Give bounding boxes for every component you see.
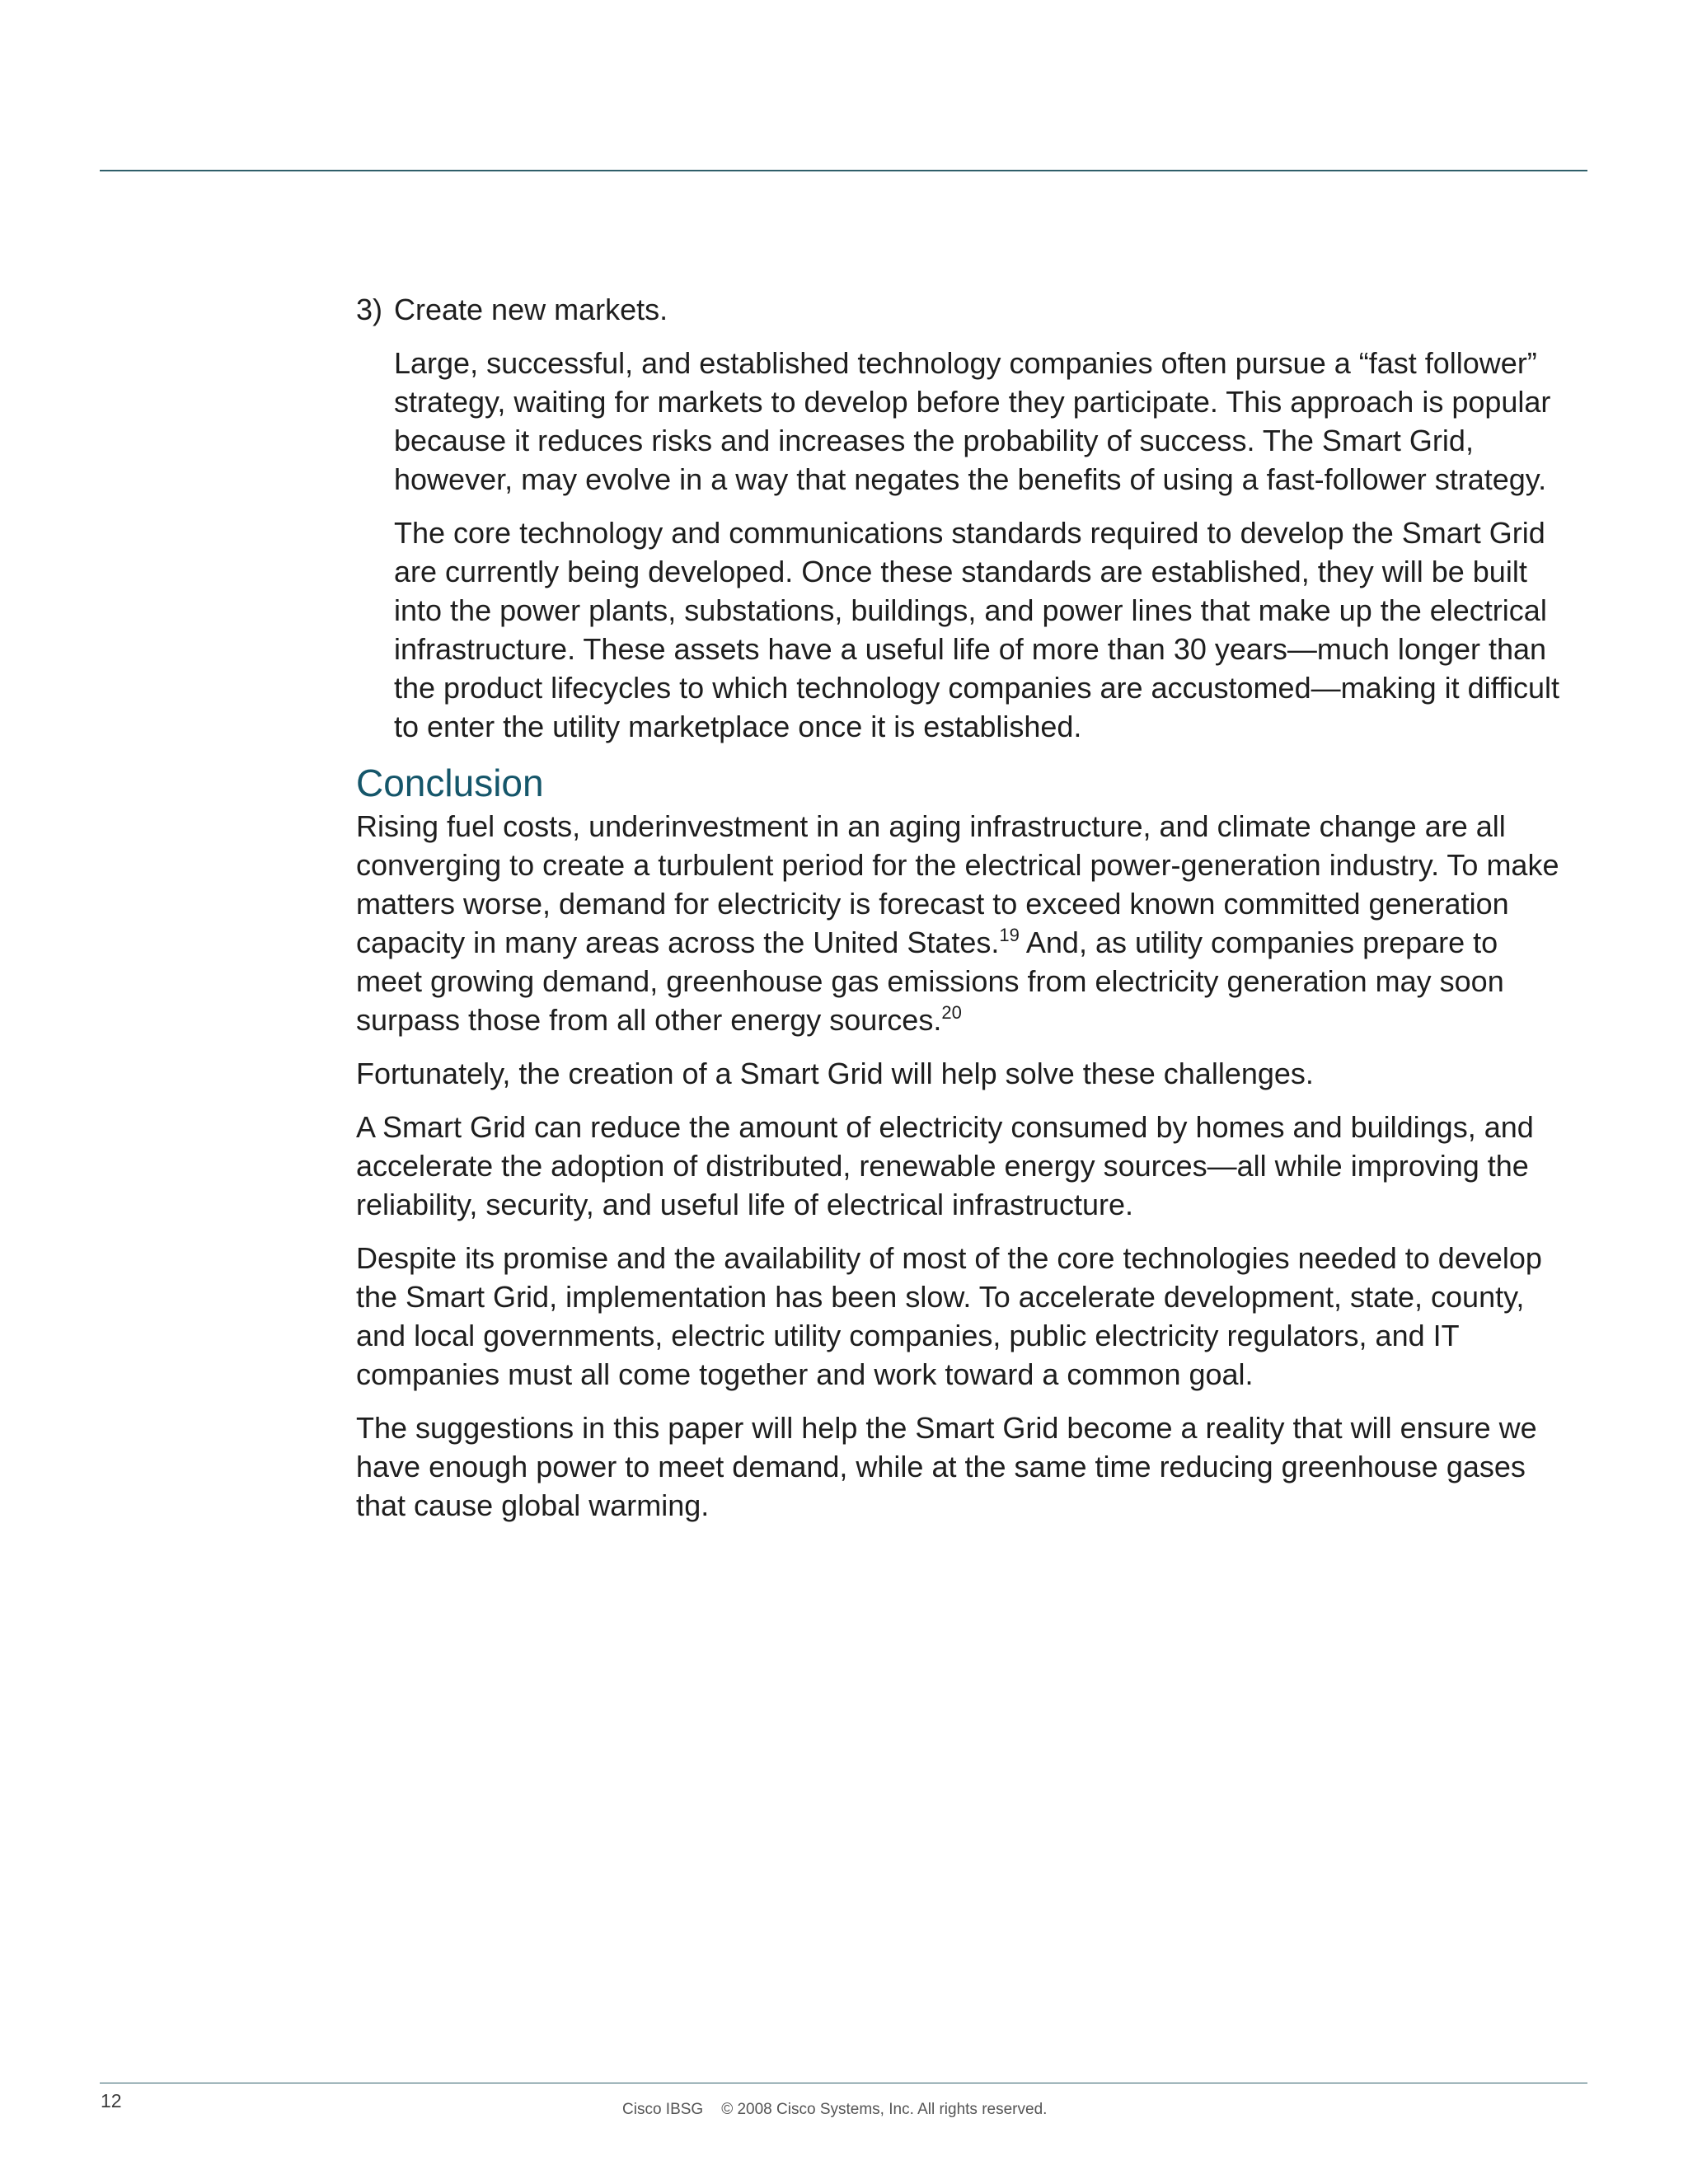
footnote-ref[interactable]: 20 (941, 1002, 962, 1023)
footer-org: Cisco IBSG (622, 2101, 704, 2118)
paragraph: Despite its promise and the availability of most of the core technologies needed to develop the Smart Grid, implementation has been slow. To accelerate development, state, county, and local governments, electric utility companies, public electricity regulators, and IT companies must all come together and work toward a common goal. (356, 1241, 1542, 1391)
section-heading: Conclusion (356, 762, 544, 804)
paragraph: Fortunately, the creation of a Smart Grid will help solve these challenges. (356, 1057, 1314, 1090)
paragraph-text: And, as utility companies prepare to meet growing demand, greenhouse gas emissions from electricity generation may soon surpass those from all other energy sources. (356, 926, 1504, 1037)
page-number: 12 (101, 2090, 122, 2111)
header-rule (100, 170, 1587, 171)
paragraph (356, 807, 1568, 1039)
footer (622, 2101, 1047, 2119)
footer-copyright: © 2008 Cisco Systems, Inc. All rights reserved. (721, 2101, 1048, 2118)
page-content (356, 290, 1568, 1540)
footnote-ref[interactable]: 19 (999, 925, 1020, 945)
list-paragraph: Large, successful, and established technology companies often pursue a “fast follower” strategy, waiting for markets to develop before they participate. This approach is popular because it reduces risks and increases the probability of success. The Smart Grid, however, may evolve in a way that negates the benefits of using a fast-follower strategy. (394, 346, 1551, 496)
list-number: 3) (356, 293, 383, 326)
list-paragraph: The core technology and communications standards required to develop the Smart Grid are currently being developed. Once these standards are established, they will be built into the power plants, substations, buildings, and power lines that make up the electrical infrastructure. These assets have a useful life of more than 30 years—much longer than the product lifecycles to which technology companies are accustomed—making it difficult to enter the utility marketplace once it is established. (394, 516, 1560, 743)
list-body (394, 344, 1568, 746)
paragraph-text: Rising fuel costs, underinvestment in an aging infrastructure, and climate change are all converging to create a turbulent period for the electrical power-generation industry. To make matters worse, demand for electricity is forecast to exceed known committed generation capacity in many areas across the United States. (356, 809, 1559, 959)
paragraph: The suggestions in this paper will help the Smart Grid become a reality that will ensure we have enough power to meet demand, while at the same time reducing greenhouse gases that cause global warming. (356, 1411, 1537, 1522)
list-item (356, 290, 1568, 746)
paragraph: A Smart Grid can reduce the amount of electricity consumed by homes and buildings, and accelerate the adoption of distributed, renewable energy sources—all while improving the reliability, security, and useful life of electrical infrastructure. (356, 1110, 1534, 1221)
list-title: Create new markets. (394, 293, 668, 326)
